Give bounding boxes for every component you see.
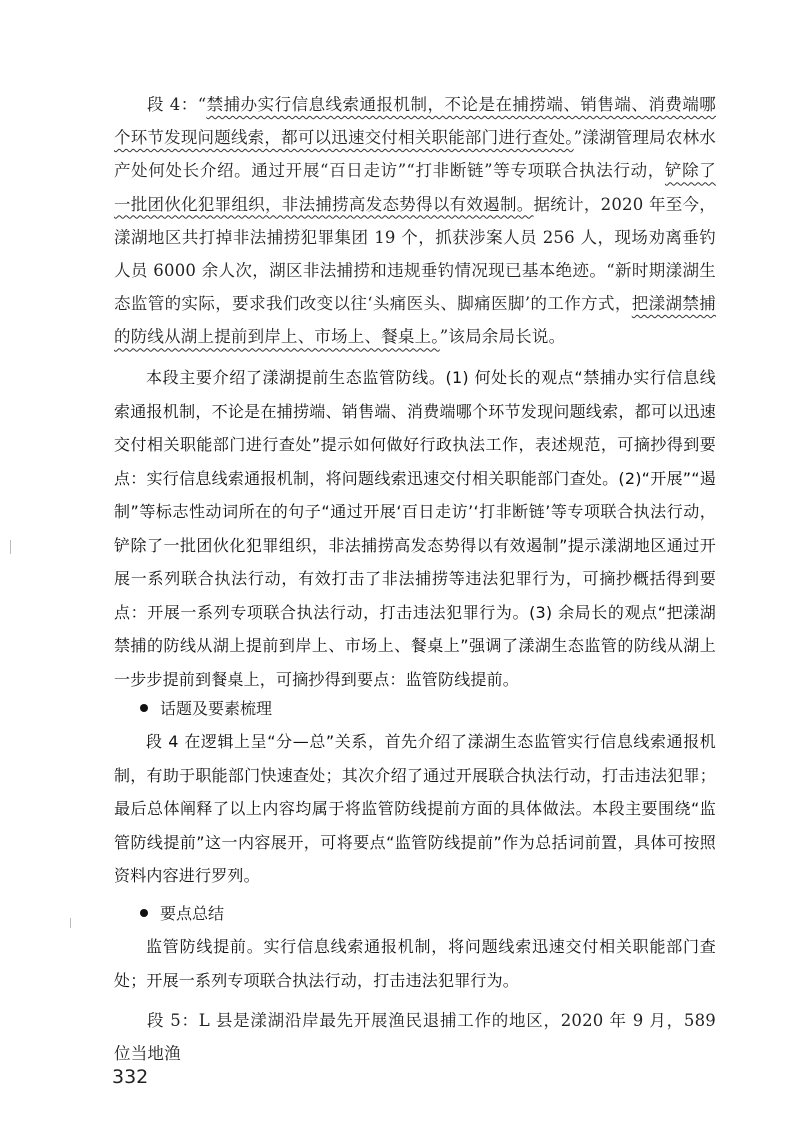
quote-underlined-2: 铲除了一批团伙化犯罪组织，非法捕捞高发态势得以有效遏制。	[114, 161, 716, 214]
page-number: 332	[112, 1066, 149, 1088]
paragraph-4-prefix: 段 4：“	[147, 95, 207, 114]
paragraph-4	[114, 88, 716, 354]
section-heading-topic: 话题及要素梳理	[114, 692, 716, 725]
analysis-paragraph: 本段主要介绍了漾湖提前生态监管防线。(1) 何处长的观点“禁捕办实行信息线索通报机制，不论是在捕捞端、销售端、消费端哪个环节发现问题线索，都可以迅速交付相关职能部门进行查处”提示如何做好行政执法工作，表述规范，可摘抄得到要点：实行信息线索通报机制，将问题线索迅速交付相关职能部门查处。(2)“开展”“遏制”等标志性动词所在的句子“通过开展‘百日走访’‘打非断链’等专项联合执法行动，铲除了一批团伙化犯罪组织，非法捕捞高发态势得以有效遏制”提示漾湖地区通过开展一系列联合执法行动，有效打击了非法捕捞等违法犯罪行为，可摘抄概括得到要点：开展一系列专项联合执法行动，打击违法犯罪行为。(3) 余局长的观点“把漾湖禁捕的防线从湖上提前到岸上、市场上、餐桌上”强调了漾湖生态监管的防线从湖上一步步提前到餐桌上，可摘抄得到要点：监管防线提前。	[114, 368, 716, 689]
summary-paragraph: 监管防线提前。实行信息线索通报机制，将问题线索迅速交付相关职能部门查处；开展一系列专项联合执法行动，打击违法犯罪行为。	[114, 937, 716, 990]
summary-section	[114, 897, 716, 997]
paragraph-4-text-3: ”该局余局长说。	[439, 327, 566, 347]
paragraph-4-block	[114, 88, 716, 354]
paragraph-4-text-1: ”漾湖管理局农林水产处何处长介绍。通过开展“百日走访”“打非断链”等专项联合执法行动，	[114, 128, 716, 181]
topic-paragraph: 段 4 在逻辑上呈“分—总”关系，首先介绍了漾湖生态监管实行信息线索通报机制，有助于职能部门快速查处；其次介绍了通过开展联合执法行动，打击违法犯罪；最后总体阐释了以上内容均属于将监管防线提前方面的具体做法。本段主要围绕“监管防线提前”这一内容展开，可将要点“监管防线提前”作为总括词前置，具体可按照资料内容进行罗列。	[114, 732, 716, 885]
scan-edge-mark	[10, 540, 11, 554]
bullet-dot-icon	[140, 704, 148, 712]
paragraph-5-start: 段 5：L 县是漾湖沿岸最先开展渔民退捕工作的地区，2020 年 9 月，589 位当地渔	[114, 1011, 716, 1064]
analysis-block	[114, 361, 716, 696]
quote-underlined-3: 把漾湖禁捕的防线从湖上提前到岸上、市场上、餐桌上。	[114, 294, 716, 347]
bullet-dot-icon	[140, 909, 148, 917]
quote-underlined-1: 禁捕办实行信息线索通报机制，不论是在捕捞端、销售端、消费端哪个环节发现问题线索，都可以迅速交付相关职能部门进行查处。	[114, 95, 717, 148]
paragraph-4-text-2: 据统计，2020 年至今，漾湖地区共打掉非法捕捞犯罪集团 19 个，抓获涉案人员 256 人，现场劝离垂钓人员 6000 余人次，湖区非法捕捞和违规垂钓情况现已基本绝迹。“新时期漾湖生态监管的实际，要求我们改变以往‘头痛医头、脚痛医脚’的工作方式，	[114, 194, 716, 314]
paragraph-5-block	[114, 1004, 716, 1070]
scan-edge-mark	[70, 918, 71, 928]
section-heading-summary: 要点总结	[114, 897, 716, 930]
topic-section	[114, 692, 716, 893]
